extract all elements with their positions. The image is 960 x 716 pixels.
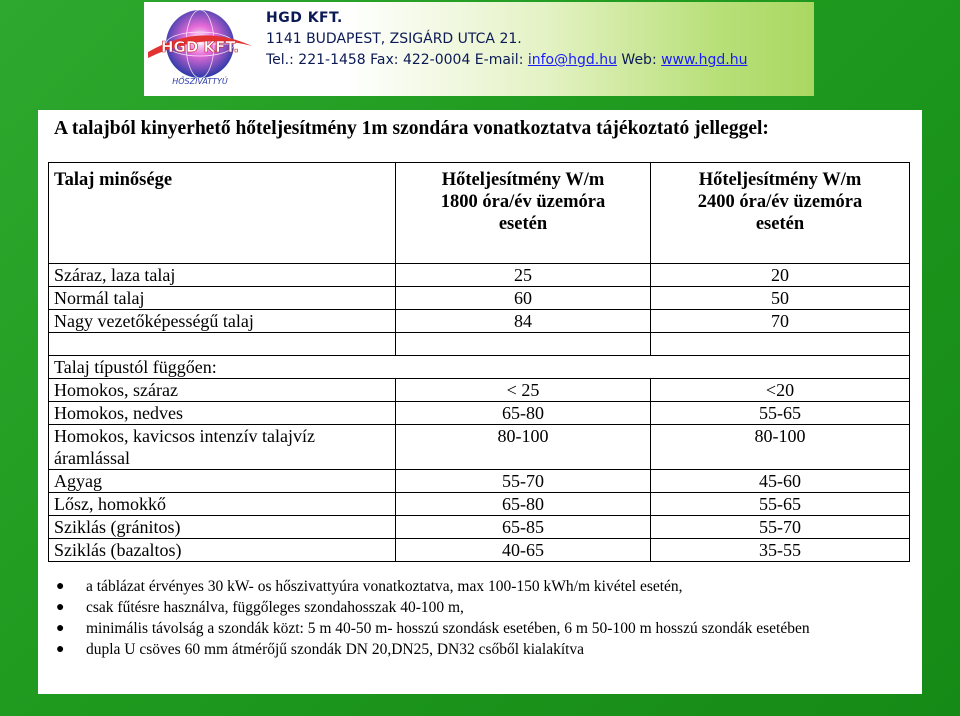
email-link[interactable]: info@hgd.hu [527,52,617,68]
bullet-icon: ● [56,642,65,657]
group-title: Talaj típustól függően: [49,356,910,379]
bullet-icon: ● [56,579,65,594]
value-1800: 65-80 [396,493,651,516]
header-1800-line: Hőteljesítmény W/m [441,170,605,190]
soil-label: Normál talaj [49,287,396,310]
table-row [49,402,910,425]
value-2400: 70 [651,310,910,333]
value-1800: 65-80 [396,402,651,425]
table-row [49,425,910,470]
header-2400 [651,163,910,264]
list-item [54,599,914,617]
value-1800: 55-70 [396,470,651,493]
soil-label: Lősz, homokkő [49,493,396,516]
soil-label: Agyag [49,470,396,493]
company-address: 1141 BUDAPEST, ZSIGÁRD UTCA 21. [266,31,522,47]
logo-text: HGD KFT. [160,38,240,56]
note-text: a táblázat érvényes 30 kW- os hőszivattyúra vonatkoztatva, max 100-150 kWh/m kivétel esetén, [86,578,683,595]
table-header-row [49,163,910,264]
notes-list [54,578,914,662]
value-1800: 60 [396,287,651,310]
list-item [54,641,914,659]
value-2400: 80-100 [651,425,910,470]
list-item [54,578,914,596]
table-row [49,379,910,402]
table-row [49,287,910,310]
heat-output-table [48,162,910,562]
spacer-row [49,333,910,356]
value-2400: 50 [651,287,910,310]
bullet-icon: ● [56,600,65,615]
note-text: minimális távolság a szondák közt: 5 m 40-50 m- hosszú szondásk esetében, 6 m 50-100 m hosszú szondák esetében [86,620,810,637]
value-2400: 20 [651,264,910,287]
header-1800 [396,163,651,264]
soil-label: Sziklás (bazaltos) [49,539,396,562]
company-logo [144,2,256,96]
bullet-icon: ● [56,621,65,636]
contact-label: Tel.: 221-1458 Fax: 422-0004 E-mail: [266,52,528,68]
header-2400-line: 2400 óra/év üzemóra [697,192,863,212]
list-item [54,620,914,638]
value-2400: 55-65 [651,402,910,425]
value-1800: 65-85 [396,516,651,539]
value-1800: 80-100 [396,425,651,470]
header-1800-line: 1800 óra/év üzemóra [440,192,606,212]
soil-label: Sziklás (gránitos) [49,516,396,539]
web-label: Web: [616,52,662,68]
table-row [49,539,910,562]
header-1800-line: esetén [498,214,548,234]
company-name: HGD KFT. [266,10,343,26]
header-soil-quality: Talaj minősége [49,163,396,264]
table-row [49,264,910,287]
value-1800: 84 [396,310,651,333]
value-2400: 35-55 [651,539,910,562]
spacer-cell [396,333,651,356]
spacer-cell [651,333,910,356]
company-info [266,8,747,71]
value-1800: 25 [396,264,651,287]
spacer-cell [49,333,396,356]
value-1800: 40-65 [396,539,651,562]
header-2400-line: esetén [755,214,805,234]
soil-label: Nagy vezetőképességű talaj [49,310,396,333]
soil-label: Homokos, nedves [49,402,396,425]
note-text: csak fűtésre használva, függőleges szondahosszak 40-100 m, [86,599,464,616]
soil-label: Száraz, laza talaj [49,264,396,287]
value-2400: 55-70 [651,516,910,539]
soil-label: Homokos, kavicsos intenzív talajvíz áramlással [49,425,396,470]
group-title-row [49,356,910,379]
table-row [49,493,910,516]
table-row [49,470,910,493]
note-text: dupla U csöves 60 mm átmérőjű szondák DN 20,DN25, DN32 csőből kialakítva [86,641,585,658]
soil-label: Homokos, száraz [49,379,396,402]
value-1800: < 25 [396,379,651,402]
table-row [49,310,910,333]
page-title: A talajból kinyerhető hőteljesítmény 1m szondára vonatkoztatva tájékoztató jelleggel: [54,118,769,139]
header-2400-line: Hőteljesítmény W/m [698,170,862,190]
content-panel [38,110,922,694]
table-row [49,516,910,539]
logo-subtext: HŐSZIVATTYÚ [172,77,228,86]
value-2400: 45-60 [651,470,910,493]
web-link[interactable]: www.hgd.hu [661,52,748,68]
company-contact [266,50,747,71]
value-2400: <20 [651,379,910,402]
value-2400: 55-65 [651,493,910,516]
company-banner [144,2,814,96]
